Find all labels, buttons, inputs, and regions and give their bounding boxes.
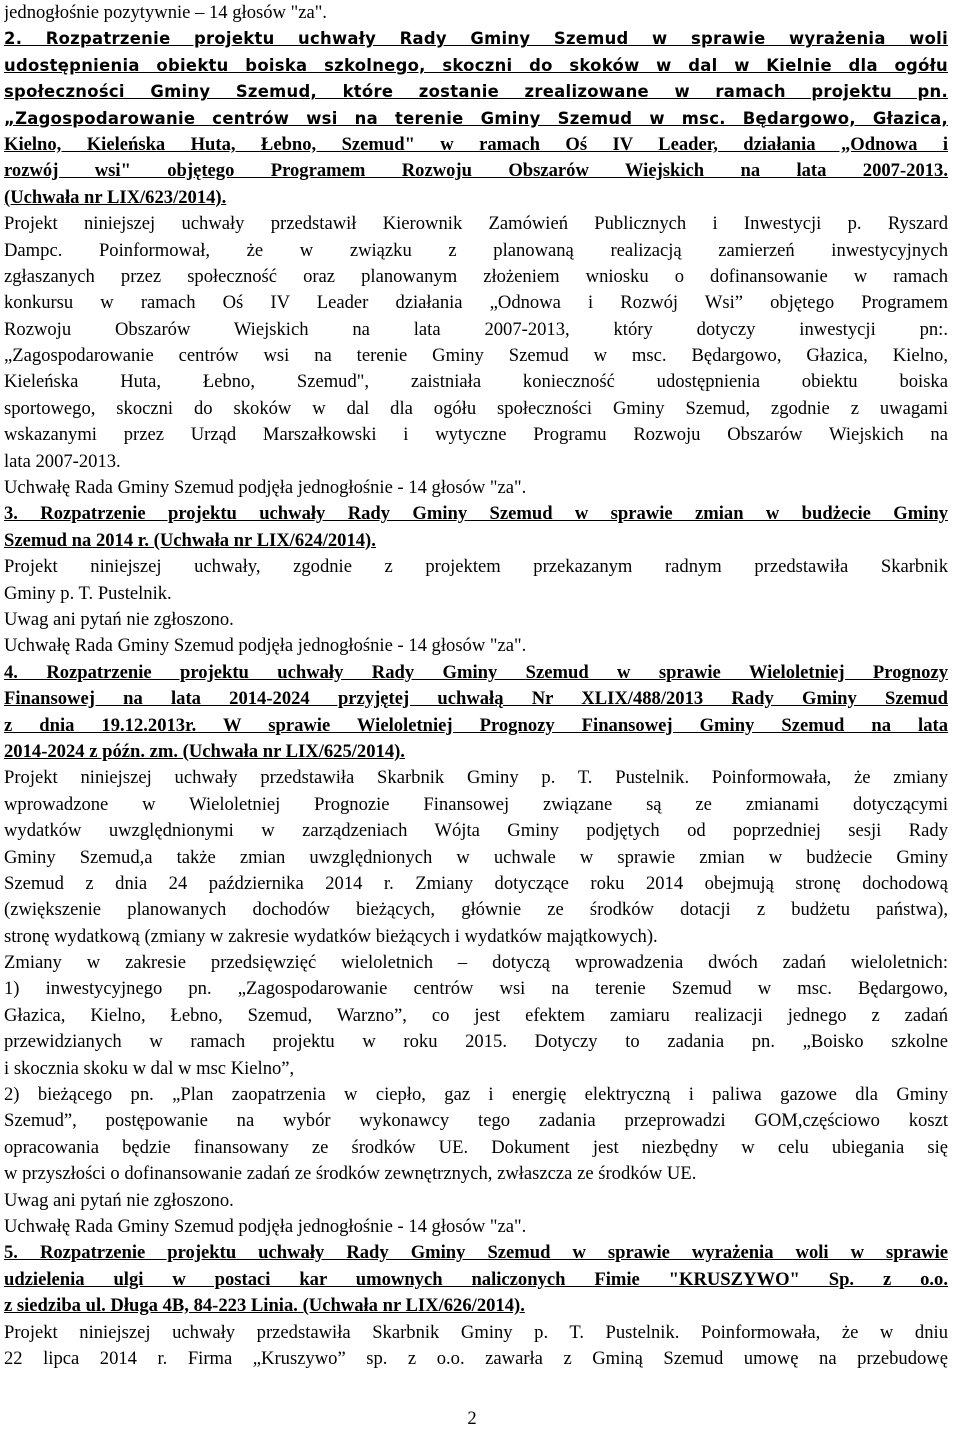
page-number: 2 [467,1408,477,1429]
text-line: (zwiększenie planowanych dochodów bieżących, głównie ze środków dotacji z budżetu państwa), [4,899,948,921]
text-line: Szemud na 2014 r. (Uchwała nr LIX/624/2014). [4,529,376,551]
text-line: (Uchwała nr LIX/623/2014). [4,186,227,208]
text-line: 4. Rozpatrzenie projektu uchwały Rady Gminy Szemud w sprawie Wieloletniej Prognozy [4,661,948,683]
text-line: Gminy p. T. Pustelnik. [4,582,172,604]
text-line: Rozwoju Obszarów Wiejskich na lata 2007-2013, który dotyczy inwestycji pn:. [4,318,948,340]
text-line: udzielenia ulgi w postaci kar umownych naliczonych Fimie "KRUSZYWO" Sp. z o.o. [4,1268,948,1290]
text-line: z dnia 19.12.2013r. W sprawie Wieloletniej Prognozy Finansowej Gminy Szemud na lata [4,714,948,736]
text-line: 3. Rozpatrzenie projektu uchwały Rady Gminy Szemud w sprawie zmian w budżecie Gminy [4,503,948,525]
text-line: Kieleńska Huta, Łebno, Szemud", zaistniała konieczność udostępnienia obiektu boiska [4,371,948,393]
text-line: sportowego, skoczni do skoków w dal dla ogółu społeczności Gminy Szemud, zgodnie z uwagami [4,397,948,419]
text-line: Zmiany w zakresie przedsięwzięć wieloletnich – dotyczą wprowadzenia dwóch zadań wieloletnich: [4,952,948,974]
text-line: Uwag ani pytań nie zgłoszono. [4,1189,234,1211]
text-line: Gminy Szemud,a także zmian uwzględnionych w uchwale w sprawie zmian w budżecie Gminy [4,846,948,868]
text-line: jednogłośnie pozytywnie – 14 głosów "za". [4,2,327,23]
text-line: konkursu w ramach Oś IV Leader działania „Odnowa i Rozwój Wsi” objętego Programem [4,292,948,314]
text-line: Szemud”, postępowanie na wybór wykonawcy tego zadania przeprowadzi GOM,częściowo koszt [4,1110,948,1132]
text-line: Projekt niniejszej uchwały przedstawiła Skarbnik Gminy p. T. Pustelnik. Poinformowała, że zmiany [4,767,948,789]
text-line: Kielno, Kieleńska Huta, Łebno, Szemud" w ramach Oś IV Leader, działania „Odnowa i [4,133,948,155]
text-line: Dampc. Poinformował, że w związku z planowaną realizacją zamierzeń inwestycyjnych [4,239,948,261]
text-line: Projekt niniejszej uchwały przedstawił Kierownik Zamówień Publicznych i Inwestycji p. Ryszard [4,213,948,235]
text-line: opracowania będzie finansowany ze środków UE. Dokument jest niezbędny w celu ubiegania się [4,1136,948,1158]
text-line: z siedziba ul. Długa 4B, 84-223 Linia. (Uchwała nr LIX/626/2014). [4,1295,525,1317]
text-line: stronę wydatkową (zmiany w zakresie wydatków bieżących i wydatków majątkowych). [4,925,658,947]
text-line: przewidzianych w ramach projektu w roku 2015. Dotyczy to zadania pn. „Boisko szkolne [4,1031,948,1053]
text-line: 2014-2024 z późn. zm. (Uchwała nr LIX/625/2014). [4,740,405,762]
text-line: 2) bieżącego pn. „Plan zaopatrzenia w ciepło, gaz i energię elektryczną i paliwa gazowe dla Gminy [4,1084,948,1106]
text-line: udostępnienia obiektu boiska szkolnego, skoczni do skoków w dal w Kielnie dla ogółu [4,55,948,75]
text-line: „Zagospodarowanie centrów wsi na terenie Gminy Szemud w msc. Będargowo, Głazica, [4,108,948,128]
text-line: wprowadzone w Wieloletniej Prognozie Finansowej związane są ze zmianami dotyczącymi [4,793,948,815]
document-body [4,0,948,1372]
text-line: „Zagospodarowanie centrów wsi na terenie Gminy Szemud w msc. Będargowo, Głazica, Kielno, [4,345,948,367]
text-line: społeczności Gminy Szemud, które zostanie zrealizowane w ramach projektu pn. [4,82,948,102]
text-line: Szemud z dnia 24 października 2014 r. Zmiany dotyczące roku 2014 obejmują stronę dochodową [4,872,948,894]
text-line: 22 lipca 2014 r. Firma „Kruszywo” sp. z o.o. zawarła z Gminą Szemud umowę na przebudowę [4,1347,948,1369]
text-line: wskazanymi przez Urząd Marszałkowski i wytyczne Programu Rozwoju Obszarów Wiejskich na [4,424,948,446]
text-line: Uwag ani pytań nie zgłoszono. [4,608,234,630]
text-line: lata 2007-2013. [4,450,121,472]
text-line: rozwój wsi" objętego Programem Rozwoju Obszarów Wiejskich na lata 2007-2013. [4,160,948,182]
text-line: Uchwałę Rada Gminy Szemud podjęła jednogłośnie - 14 głosów "za". [4,1215,527,1237]
text-line: Głazica, Kielno, Łebno, Szemud, Warzno”, co jest efektem zamiaru realizacji jednego z zadań [4,1004,948,1026]
text-line: Uchwałę Rada Gminy Szemud podjęła jednogłośnie - 14 głosów "za". [4,635,527,657]
text-line: Projekt niniejszej uchwały, zgodnie z projektem przekazanym radnym przedstawiła Skarbnik [4,556,948,578]
text-line: Projekt niniejszej uchwały przedstawiła Skarbnik Gminy p. T. Pustelnik. Poinformowała, że w dniu [4,1321,948,1343]
text-line: wydatków uwzględnionymi w zarządzeniach Wójta Gminy podjętych od poprzedniej sesji Rady [4,820,948,842]
text-line: w przyszłości o dofinansowanie zadań ze środków zewnętrznych, zwłaszcza ze środków UE. [4,1163,697,1185]
text-line: 1) inwestycyjnego pn. „Zagospodarowanie centrów wsi na terenie Szemud w msc. Będargowo, [4,978,948,1000]
text-line: Finansowej na lata 2014-2024 przyjętej uchwałą Nr XLIX/488/2013 Rady Gminy Szemud [4,688,948,710]
text-line: i skocznia skoku w dal w msc Kielno”, [4,1057,295,1079]
text-line: zgłaszanych przez społeczność oraz planowanym złożeniem wniosku o dofinansowanie w ramach [4,265,948,287]
text-line: 2. Rozpatrzenie projektu uchwały Rady Gminy Szemud w sprawie wyrażenia woli [4,29,948,49]
text-line: Uchwałę Rada Gminy Szemud podjęła jednogłośnie - 14 głosów "za". [4,477,527,499]
text-line: 5. Rozpatrzenie projektu uchwały Rady Gminy Szemud w sprawie wyrażenia woli w sprawie [4,1242,948,1264]
